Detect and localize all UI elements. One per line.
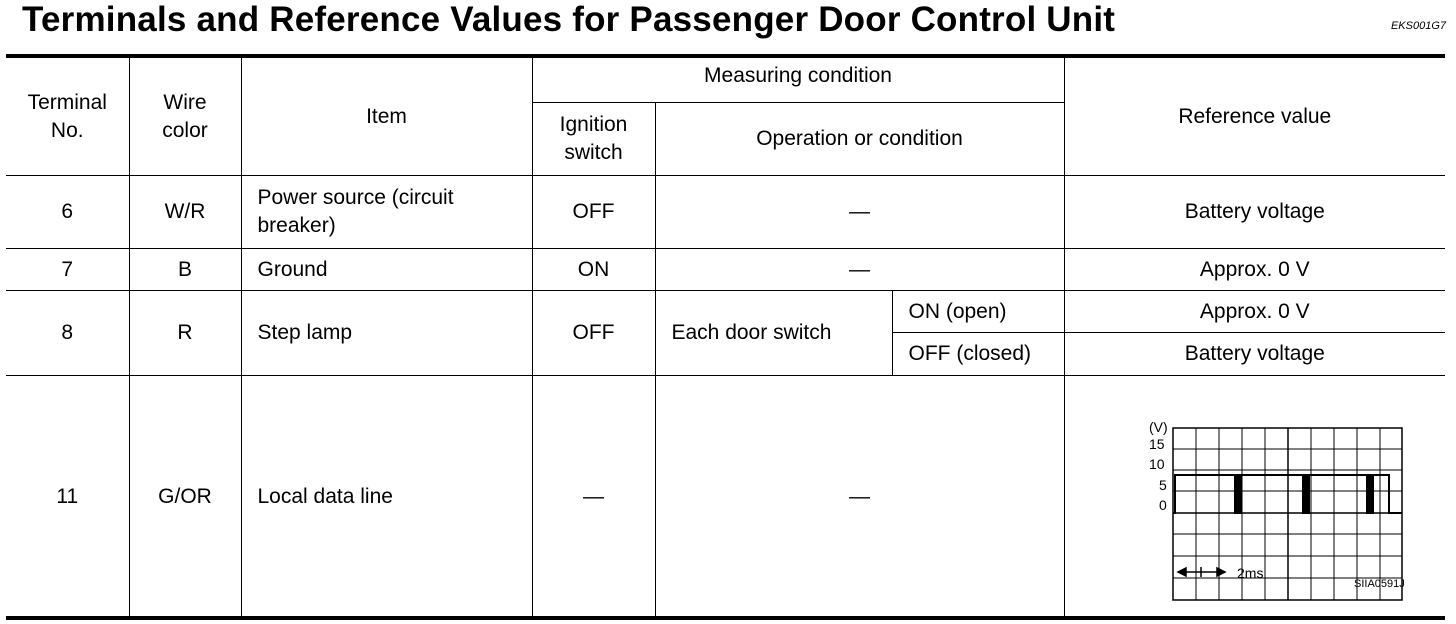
- waveform-ytick: 10: [1148, 456, 1165, 472]
- table-row: [6, 291, 1445, 333]
- waveform-figure: [1105, 392, 1405, 602]
- table-row: [6, 376, 1445, 619]
- time-scale-arrow: [1178, 567, 1225, 577]
- state-cell: ON (open): [892, 291, 1064, 333]
- terminal-cell: 11: [6, 376, 129, 619]
- header-reference-value: Reference value: [1064, 58, 1445, 176]
- bottom-rule: [6, 616, 1445, 620]
- wire-cell: R: [129, 291, 241, 376]
- header-item: Item: [241, 58, 532, 176]
- header-row-1: [6, 58, 1445, 103]
- waveform-ytick: 15: [1148, 436, 1165, 452]
- reference-cell: Battery voltage: [1064, 176, 1445, 249]
- wire-cell: B: [129, 249, 241, 291]
- operation-cell: —: [655, 376, 1064, 619]
- ignition-cell: OFF: [532, 291, 655, 376]
- ignition-cell: ON: [532, 249, 655, 291]
- ignition-cell: —: [532, 376, 655, 619]
- document-code: EKS001G7: [1390, 20, 1446, 32]
- time-scale-label: 2ms: [1236, 565, 1264, 581]
- header-wire-color: Wire color: [129, 58, 241, 176]
- wire-cell: W/R: [129, 176, 241, 249]
- operation-cell: —: [655, 249, 1064, 291]
- table-row: [6, 249, 1445, 291]
- header-terminal: Terminal No.: [6, 58, 129, 176]
- terminal-table: [6, 58, 1445, 618]
- operation-cell: Each door switch: [655, 291, 892, 376]
- waveform-unit: (V): [1148, 419, 1168, 435]
- item-cell: Local data line: [241, 376, 532, 619]
- wire-cell: G/OR: [129, 376, 241, 619]
- header-ignition-switch: Ignition switch: [532, 103, 655, 176]
- figure-code: SIIA0591J: [1354, 578, 1405, 590]
- item-cell: Power source (circuit breaker): [241, 176, 532, 249]
- item-cell: Ground: [241, 249, 532, 291]
- reference-cell: Battery voltage: [1064, 333, 1445, 376]
- terminal-cell: 8: [6, 291, 129, 376]
- item-cell: Step lamp: [241, 291, 532, 376]
- reference-waveform-cell: [1064, 376, 1445, 619]
- reference-cell: Approx. 0 V: [1064, 249, 1445, 291]
- page-title: Terminals and Reference Values for Passenger Door Control Unit: [22, 0, 1116, 39]
- terminal-cell: 6: [6, 176, 129, 249]
- waveform-ytick: 5: [1158, 477, 1167, 493]
- reference-cell: Approx. 0 V: [1064, 291, 1445, 333]
- header-measuring-condition: Measuring condition: [532, 58, 1064, 103]
- ignition-cell: OFF: [532, 176, 655, 249]
- operation-cell: —: [655, 176, 1064, 249]
- header-operation: Operation or condition: [655, 103, 1064, 176]
- state-cell: OFF (closed): [892, 333, 1064, 376]
- waveform-ytick: 0: [1158, 497, 1167, 513]
- terminal-cell: 7: [6, 249, 129, 291]
- table-row: [6, 176, 1445, 249]
